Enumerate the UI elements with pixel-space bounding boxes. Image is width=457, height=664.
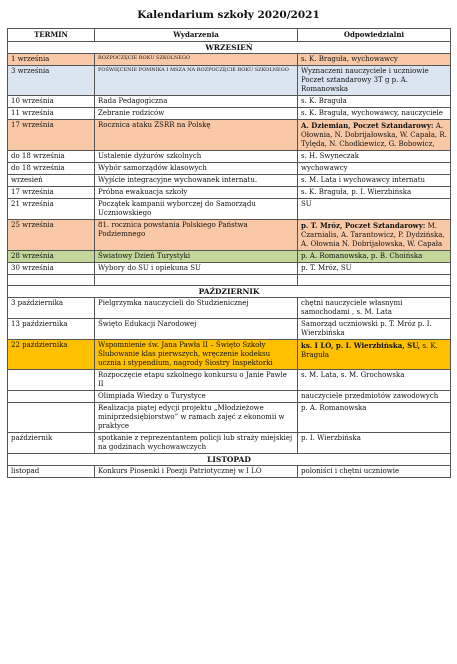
row-date <box>8 391 95 403</box>
header-date: TERMIN <box>8 29 95 42</box>
row-event: Światowy Dzień Turystyki <box>95 251 298 263</box>
row-date: 11 września <box>8 108 95 120</box>
responsible-text: nauczyciele przedmiotów zawodowych <box>301 392 439 400</box>
row-date: 30 września <box>8 263 95 275</box>
table-row <box>8 54 451 66</box>
row-event: Realizacja piątej edycji projektu „Młodzieżowe miniprzedsiębiorstwo” w ramach zajęć z ekonomii w praktyce <box>95 403 298 433</box>
month-row-november <box>8 454 451 466</box>
row-event: ROZPOCZĘCIE ROKU SZKOLNEGO <box>95 54 298 66</box>
responsible-lead: p. T. Mróz, Poczet Sztandarowy: <box>301 221 426 230</box>
responsible-text: A. Ołownia, N. Dobrijałowska, W. Capała, R. Tylęda, N. Chodkiewicz, G. Bobowicz, <box>301 122 447 148</box>
row-event: Wyjście integracyjne wychowanek internatu. <box>95 175 298 187</box>
row-date: 17 września <box>8 187 95 199</box>
responsible-lead: A. Dziemian, Poczet Sztandarowy: <box>301 121 434 130</box>
row-event: Rada Pedagogiczna <box>95 96 298 108</box>
header-resp: Odpowiedzialni <box>298 29 451 42</box>
row-responsible <box>298 263 451 275</box>
row-date: do 18 września <box>8 151 95 163</box>
row-date: 21 września <box>8 199 95 220</box>
header-row <box>8 29 451 42</box>
row-date: wrzesień <box>8 175 95 187</box>
table-row <box>8 403 451 433</box>
table-row <box>8 108 451 120</box>
row-event: Święto Edukacji Narodowej <box>95 319 298 340</box>
row-responsible <box>298 466 451 478</box>
responsible-text: s. K. Braguła <box>301 342 438 359</box>
table-row <box>8 175 451 187</box>
row-date <box>8 370 95 391</box>
table-row <box>8 466 451 478</box>
responsible-text: chętni nauczyciele własnymi samochodami , s. M. Lata <box>301 299 403 316</box>
table-row <box>8 187 451 199</box>
row-responsible <box>298 54 451 66</box>
row-event: Ustalenie dyżurów szkolnych <box>95 151 298 163</box>
responsible-text: p. I. Wierzbińska <box>301 434 361 442</box>
responsible-lead: ks. I LO, p. I. Wierzbińska, SU, <box>301 341 421 350</box>
responsible-text: wychowawcy <box>301 164 348 172</box>
row-responsible <box>298 151 451 163</box>
table-row <box>8 220 451 251</box>
row-responsible <box>298 120 451 151</box>
row-date: 3 września <box>8 66 95 96</box>
spacer-row <box>8 275 451 286</box>
row-date: do 18 września <box>8 163 95 175</box>
responsible-text: p. A. Romanowska, p. B. Choińska <box>301 252 423 260</box>
table-row <box>8 391 451 403</box>
row-responsible <box>298 199 451 220</box>
month-row-october <box>8 286 451 298</box>
row-event: spotkanie z reprezentantem policji lub straży miejskiej na godzinach wychowawczych <box>95 433 298 454</box>
row-event: Rocznica ataku ZSRR na Polskę <box>95 120 298 151</box>
responsible-text: p. A. Romanowska <box>301 404 367 412</box>
row-responsible <box>298 187 451 199</box>
month-row-september <box>8 42 451 54</box>
row-date: listopad <box>8 466 95 478</box>
row-event: 81. rocznica powstania Polskiego Państwa Podziemnego <box>95 220 298 251</box>
calendar-table <box>7 28 451 478</box>
month-label-september: WRZESIEŃ <box>8 42 451 54</box>
row-responsible <box>298 251 451 263</box>
responsible-text: p. T. Mróz, SU <box>301 264 352 272</box>
responsible-text: s. M. Lata, s. M. Grochowska <box>301 371 405 379</box>
responsible-text: Wyznaczeni nauczyciele i uczniowie Poczet sztandarowy 3T g p. A. Romanowska <box>301 67 429 93</box>
responsible-text: s. K. Braguła, wychowawcy <box>301 55 398 63</box>
row-date: 13 października <box>8 319 95 340</box>
table-row <box>8 251 451 263</box>
responsible-text: s. H. Swyneczak <box>301 152 360 160</box>
row-date: 28 września <box>8 251 95 263</box>
row-date: 17 września <box>8 120 95 151</box>
responsible-text: s. K. Braguła, wychowawcy, nauczyciele <box>301 109 443 117</box>
row-event: Wspomnienie św. Jana Pawła II – Święto Szkoły Ślubowanie klas pierwszych, wręczenie kodeksu ucznia i stypendium, nagrody Siostry Inspektorki <box>95 340 298 370</box>
month-label-november: LISTOPAD <box>8 454 451 466</box>
row-responsible <box>298 220 451 251</box>
row-event: Początek kampanii wyborczej do Samorządu Uczniowskiego <box>95 199 298 220</box>
row-responsible <box>298 370 451 391</box>
row-responsible <box>298 403 451 433</box>
row-date: 3 października <box>8 298 95 319</box>
responsible-text: poloniści i chętni uczniowie <box>301 467 400 475</box>
row-event: Pielgrzymka nauczycieli do Studzienicznej <box>95 298 298 319</box>
document-title: Kalendarium szkoły 2020/2021 <box>137 9 320 21</box>
row-date: 25 września <box>8 220 95 251</box>
row-event: Olimpiada Wiedzy o Turystyce <box>95 391 298 403</box>
month-label-october: PAŹDZIERNIK <box>8 286 451 298</box>
row-event: Zebranie rodziców <box>95 108 298 120</box>
table-row <box>8 433 451 454</box>
table-row <box>8 151 451 163</box>
row-responsible <box>298 175 451 187</box>
row-event: Rozpoczęcie etapu szkolnego konkursu o Janie Pawle II <box>95 370 298 391</box>
row-event: Wybory do SU i opiekuna SU <box>95 263 298 275</box>
row-event: POŚWIĘCENIE POMNIKA I MSZA NA ROZPOCZĘCIE ROKU SZKOLNEGO <box>95 66 298 96</box>
responsible-text: s. M. Lata i wychowawcy internatu <box>301 176 426 184</box>
table-row <box>8 66 451 96</box>
header-event: Wydarzenia <box>95 29 298 42</box>
responsible-text: Samorząd uczniowski p. T. Mróz p. I. Wierzbińska <box>301 320 432 337</box>
row-date <box>8 403 95 433</box>
responsible-text: SU <box>301 200 312 208</box>
row-responsible <box>298 340 451 370</box>
row-responsible <box>298 319 451 340</box>
row-date: 1 września <box>8 54 95 66</box>
table-row <box>8 340 451 370</box>
row-event: Konkurs Piosenki i Poezji Patriotycznej w I LO <box>95 466 298 478</box>
table-row <box>8 163 451 175</box>
row-date: październik <box>8 433 95 454</box>
table-row <box>8 263 451 275</box>
table-row <box>8 96 451 108</box>
row-responsible <box>298 391 451 403</box>
row-responsible <box>298 163 451 175</box>
row-responsible <box>298 298 451 319</box>
responsible-text: s. K. Braguła <box>301 97 347 105</box>
row-responsible <box>298 96 451 108</box>
row-date: 10 września <box>8 96 95 108</box>
row-event: Wybór samorządów klasowych <box>95 163 298 175</box>
row-responsible <box>298 66 451 96</box>
responsible-text: s. K. Braguła, p. I. Wierzbińska <box>301 188 412 196</box>
table-row <box>8 298 451 319</box>
row-event: Próbna ewakuacja szkoły <box>95 187 298 199</box>
table-row <box>8 120 451 151</box>
row-responsible <box>298 108 451 120</box>
calendar-body <box>8 42 451 478</box>
row-responsible <box>298 433 451 454</box>
row-date: 22 października <box>8 340 95 370</box>
table-row <box>8 199 451 220</box>
responsible-text: M. Czarnialis, A. Tarantowicz, P. Dydzińska, A. Ołownia N. Dobrijałowska, W. Capała <box>301 222 445 248</box>
table-row <box>8 370 451 391</box>
table-row <box>8 319 451 340</box>
